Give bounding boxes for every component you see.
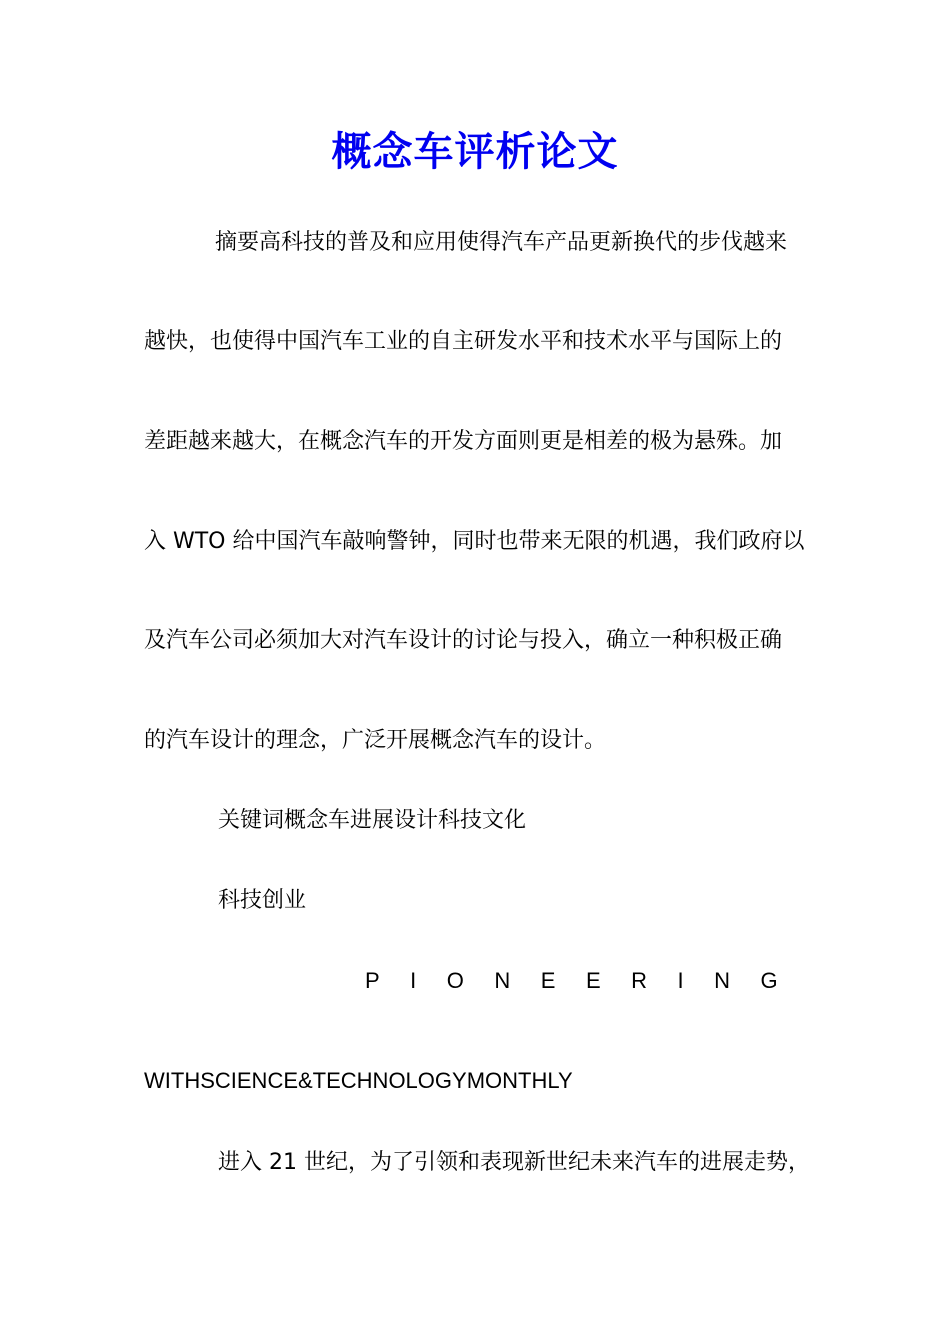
journal-en-line-1: PIONEERING — [365, 968, 809, 993]
body-paragraph-start: 进入 21 世纪，为了引领和表现新世纪未来汽车的进展走势， — [218, 1150, 810, 1175]
abstract-line-2: 越快，也使得中国汽车工业的自主研发水平和技术水平与国际上的 — [144, 329, 783, 354]
abstract-line-1: 摘要高科技的普及和应用使得汽车产品更新换代的步伐越来 — [215, 230, 788, 255]
journal-en-line-2: WITHSCIENCE&TECHNOLOGYMONTHLY — [144, 1068, 573, 1093]
abstract-line-5: 及汽车公司必须加大对汽车设计的讨论与投入，确立一种积极正确 — [144, 628, 783, 653]
abstract-line-4: 入 WTO 给中国汽车敲响警钟，同时也带来无限的机遇，我们政府以 — [144, 529, 805, 554]
abstract-line-6: 的汽车设计的理念，广泛开展概念汽车的设计。 — [144, 728, 607, 753]
keywords-line: 关键词概念车进展设计科技文化 — [218, 808, 527, 833]
document-title: 概念车评析论文 — [331, 128, 619, 175]
abstract-line-3: 差距越来越大，在概念汽车的开发方面则更是相差的极为悬殊。加 — [144, 429, 783, 454]
journal-cn-line: 科技创业 — [218, 888, 307, 913]
